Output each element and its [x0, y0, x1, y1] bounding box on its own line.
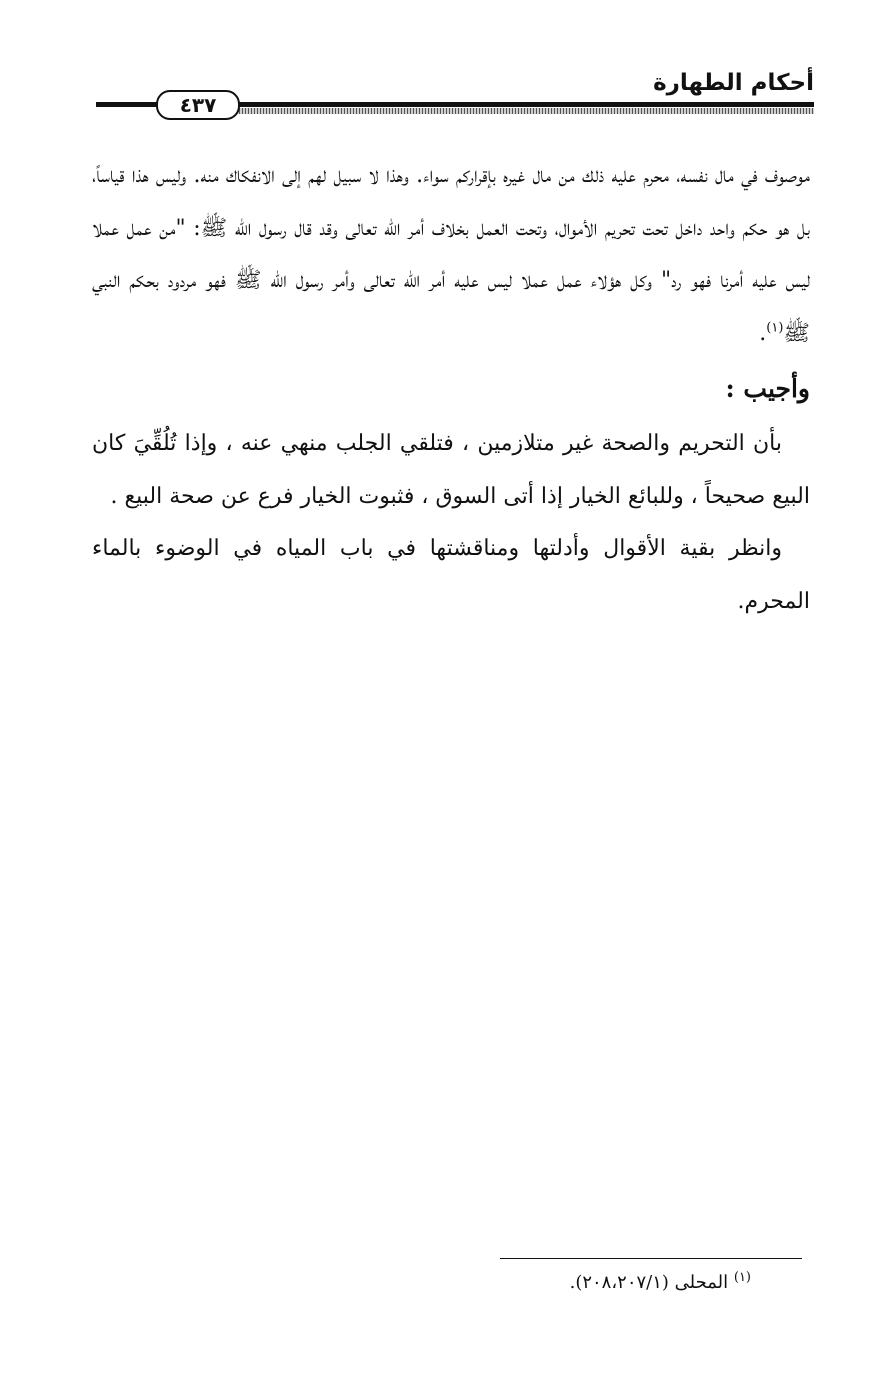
page-number: ٤٣٧	[156, 90, 240, 120]
footnote-text: المحلى (٢٠٨،٢٠٧/١).	[569, 1272, 729, 1293]
paragraph-3: وانظر بقية الأقوال وأدلتها ومناقشتها في باب المياه في الوضوء بالماء المحرم.	[92, 536, 810, 614]
paragraph-2: بأن التحريم والصحة غير متلازمين ، فتلقي الجلب منهي عنه ، وإذا تُلُقِّيَ كان البيع صحيحاً ، وللبائع الخيار إذا أتى السوق ، فثبوت الخيار فرع عن صحة البيع .	[92, 431, 810, 509]
footnote-ref: (١)	[766, 320, 784, 336]
footnote	[570, 1272, 751, 1293]
footnote-divider	[500, 1258, 802, 1259]
paragraph-1-text: موصوف في مال نفسه، محرم عليه ذلك من مال غيره بإقراركم سواء. وهذا لا سبيل لهم إلى الانفكاك منه. وليس هذا قياساً، بل هو حكم واحد داخل تحت تحريم الأموال، وتحت العمل بخلاف أمر الله تعالى وقد قال رسول الله ﷺ: "من عمل عملا ليس عليه أمرنا فهو رد" وكل هؤلاء عمل عملا ليس عليه أمر الله تعالى وأمر رسول الله ﷺ فهو مردود بحكم النبي ﷺ	[92, 163, 810, 346]
paragraph-1-end: .	[759, 320, 767, 346]
paragraph-1	[92, 150, 810, 360]
footnote-marker: (١)	[733, 1270, 751, 1285]
header-rule-shade	[236, 108, 814, 114]
page-header	[96, 60, 814, 120]
book-title: أحكام الطهارة	[653, 70, 814, 96]
main-text	[92, 150, 810, 628]
answer-heading: وأجيب :	[725, 374, 810, 403]
